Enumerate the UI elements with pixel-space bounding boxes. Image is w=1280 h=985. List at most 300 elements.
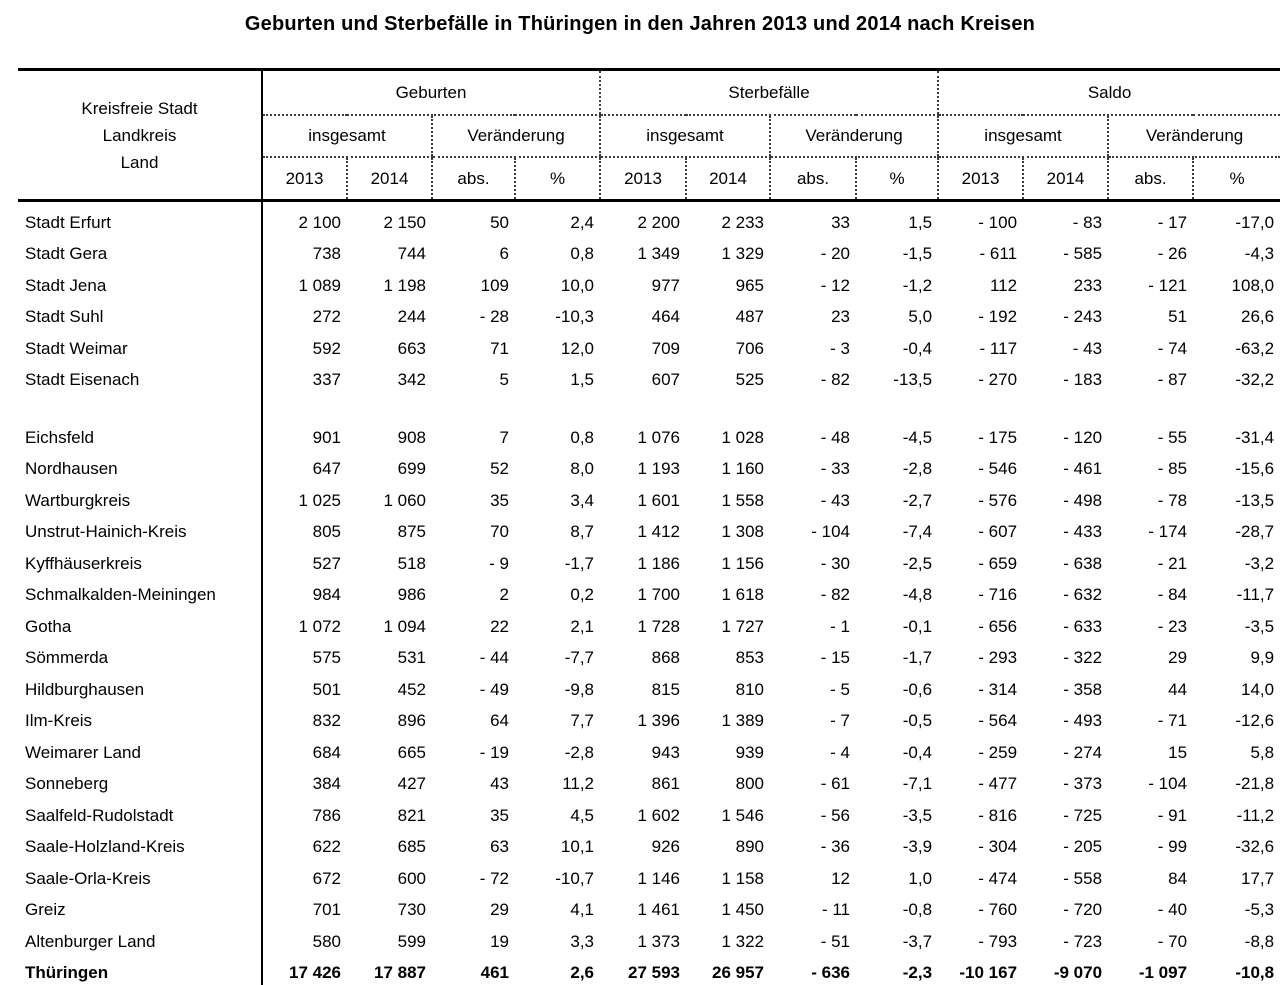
value-cell: 875 — [397, 522, 426, 542]
table-row — [18, 863, 1280, 895]
table-row — [18, 548, 1280, 580]
value-cell: 810 — [735, 679, 765, 699]
value-cell: -1 097 — [1138, 963, 1188, 983]
value-cell: - 659 — [978, 553, 1018, 573]
value-cell: 1 072 — [298, 616, 341, 636]
district-name: Ilm-Kreis — [18, 706, 262, 738]
value-cell: 901 — [312, 427, 341, 447]
value-cell: - 82 — [820, 370, 851, 390]
value-cell: 26 957 — [712, 963, 765, 983]
value-cell: 1 461 — [637, 900, 681, 920]
value-cell: - 4 — [830, 742, 851, 762]
col-2013: 2013 — [600, 157, 686, 201]
value-cell: - 121 — [1148, 275, 1188, 295]
district-name: Weimarer Land — [18, 737, 262, 769]
value-cell: -32,2 — [1235, 370, 1275, 390]
value-cell: 63 — [490, 837, 509, 857]
value-cell: 663 — [397, 338, 426, 358]
col-abs: abs. — [432, 157, 515, 201]
value-cell: - 84 — [1157, 585, 1188, 605]
value-cell: 1 618 — [721, 585, 765, 605]
table-row — [18, 454, 1280, 486]
table-row — [18, 674, 1280, 706]
value-cell: - 117 — [979, 338, 1018, 358]
value-cell: 730 — [397, 900, 426, 920]
table-header — [18, 70, 1280, 201]
value-cell: 2,1 — [570, 616, 595, 636]
value-cell: - 104 — [811, 522, 851, 542]
value-cell: - 461 — [1063, 459, 1103, 479]
value-cell: - 20 — [820, 244, 851, 264]
value-cell: 815 — [651, 679, 681, 699]
value-cell: 1 156 — [721, 553, 765, 573]
value-cell: - 72 — [479, 868, 509, 888]
value-cell: 1 546 — [721, 805, 765, 825]
value-cell: -15,6 — [1235, 459, 1275, 479]
col-percent: % — [1193, 157, 1280, 201]
value-cell: 1 412 — [637, 522, 681, 542]
value-cell: 70 — [490, 522, 509, 542]
value-cell: 0,2 — [570, 585, 595, 605]
value-cell: -28,7 — [1235, 522, 1275, 542]
value-cell: -4,3 — [1244, 244, 1275, 264]
value-cell: -2,3 — [902, 963, 933, 983]
value-cell: - 760 — [978, 900, 1018, 920]
district-name: Saalfeld-Rudolstadt — [18, 800, 262, 832]
value-cell: 43 — [490, 774, 509, 794]
value-cell: 1 601 — [637, 490, 681, 510]
value-cell: - 433 — [1063, 522, 1103, 542]
value-cell: 2 233 — [721, 212, 765, 232]
subgroup-veraenderung: Veränderung — [432, 115, 600, 157]
value-cell: - 373 — [1063, 774, 1103, 794]
subgroup-insgesamt: insgesamt — [262, 115, 432, 157]
value-cell: -7,7 — [564, 648, 595, 668]
value-cell: - 175 — [978, 427, 1018, 447]
value-cell: -3,2 — [1244, 553, 1275, 573]
value-cell: - 85 — [1157, 459, 1188, 479]
value-cell: - 243 — [1063, 307, 1103, 327]
value-cell: 868 — [651, 648, 681, 668]
table-row — [18, 422, 1280, 454]
table-row — [18, 737, 1280, 769]
value-cell: - 71 — [1157, 711, 1188, 731]
value-cell: 23 — [831, 307, 851, 327]
value-cell: 575 — [312, 648, 341, 668]
value-cell: -10,8 — [1235, 963, 1275, 983]
value-cell: - 493 — [1063, 711, 1103, 731]
value-cell: -0,8 — [902, 900, 933, 920]
value-cell: - 498 — [1063, 490, 1103, 510]
value-cell: -1,7 — [564, 553, 595, 573]
value-cell: - 36 — [820, 837, 851, 857]
row-header-cell — [18, 70, 262, 201]
subgroup-veraenderung: Veränderung — [1108, 115, 1280, 157]
value-cell: 986 — [397, 585, 426, 605]
value-cell: 71 — [490, 338, 509, 358]
value-cell: 709 — [651, 338, 681, 358]
value-cell: 109 — [480, 275, 509, 295]
value-cell: 11,2 — [562, 774, 595, 794]
subgroup-insgesamt: insgesamt — [938, 115, 1108, 157]
table-row — [18, 611, 1280, 643]
value-cell: 15 — [1168, 742, 1188, 762]
value-cell: - 576 — [978, 490, 1018, 510]
value-cell: - 585 — [1063, 244, 1103, 264]
district-name: Stadt Weimar — [18, 333, 262, 365]
value-cell: - 793 — [978, 931, 1018, 951]
value-cell: 1 396 — [637, 711, 681, 731]
value-cell: 35 — [490, 805, 509, 825]
value-cell: - 23 — [1157, 616, 1188, 636]
table-row — [18, 333, 1280, 365]
value-cell: - 43 — [820, 490, 851, 510]
value-cell: - 56 — [820, 805, 851, 825]
value-cell: -63,2 — [1235, 338, 1275, 358]
value-cell: - 5 — [830, 679, 851, 699]
value-cell: 233 — [1073, 275, 1103, 295]
value-cell: 622 — [312, 837, 341, 857]
value-cell: - 607 — [978, 522, 1018, 542]
value-cell: -2,5 — [902, 553, 933, 573]
value-cell: - 19 — [479, 742, 509, 762]
col-abs: abs. — [1108, 157, 1193, 201]
value-cell: 580 — [312, 931, 341, 951]
value-cell: - 26 — [1157, 244, 1188, 264]
value-cell: -1,7 — [902, 648, 933, 668]
col-2014: 2014 — [686, 157, 770, 201]
value-cell: 939 — [735, 742, 765, 762]
district-name: Unstrut-Hainich-Kreis — [18, 517, 262, 549]
value-cell: 0,8 — [570, 244, 595, 264]
value-cell: 684 — [312, 742, 341, 762]
value-cell: 0,8 — [570, 427, 595, 447]
value-cell: 984 — [312, 585, 341, 605]
value-cell: - 274 — [1063, 742, 1103, 762]
table-body — [18, 201, 1280, 985]
value-cell: - 15 — [820, 648, 851, 668]
table-row — [18, 800, 1280, 832]
value-cell: 1 373 — [637, 931, 681, 951]
value-cell: -11,7 — [1236, 585, 1275, 605]
subgroup-veraenderung: Veränderung — [770, 115, 938, 157]
value-cell: -10,7 — [555, 868, 595, 888]
value-cell: 647 — [312, 459, 341, 479]
table-row — [18, 706, 1280, 738]
value-cell: 427 — [397, 774, 426, 794]
value-cell: -13,5 — [1235, 490, 1275, 510]
value-cell: -3,9 — [902, 837, 933, 857]
value-cell: - 259 — [978, 742, 1018, 762]
col-percent: % — [856, 157, 938, 201]
value-cell: - 49 — [479, 679, 509, 699]
value-cell: 272 — [312, 307, 341, 327]
table-row — [18, 365, 1280, 397]
value-cell: 1,5 — [908, 212, 933, 232]
value-cell: 943 — [651, 742, 681, 762]
value-cell: 2 150 — [383, 212, 426, 232]
value-cell: 5,8 — [1250, 742, 1275, 762]
table-row — [18, 643, 1280, 675]
value-cell: 9,9 — [1250, 648, 1275, 668]
value-cell: - 564 — [978, 711, 1018, 731]
value-cell: 342 — [397, 370, 426, 390]
value-cell: -4,8 — [902, 585, 933, 605]
group-header-geburten: Geburten — [262, 70, 600, 116]
group-header-saldo: Saldo — [938, 70, 1280, 116]
value-cell: 2 200 — [637, 212, 681, 232]
value-cell: - 33 — [820, 459, 851, 479]
value-cell: 10,0 — [560, 275, 595, 295]
table-row — [18, 580, 1280, 612]
value-cell: -17,0 — [1235, 212, 1275, 232]
value-cell: - 205 — [1063, 837, 1103, 857]
value-cell: 14,0 — [1241, 679, 1275, 699]
value-cell: 27 593 — [628, 963, 681, 983]
value-cell: 531 — [397, 648, 426, 668]
value-cell: 3,4 — [570, 490, 595, 510]
value-cell: 35 — [490, 490, 509, 510]
value-cell: 64 — [490, 711, 509, 731]
value-cell: 1 025 — [298, 490, 341, 510]
value-cell: -0,1 — [902, 616, 933, 636]
table-row — [18, 958, 1280, 985]
col-percent: % — [515, 157, 600, 201]
value-cell: 84 — [1168, 868, 1188, 888]
value-cell: 1 728 — [637, 616, 681, 636]
value-cell: 8,7 — [570, 522, 595, 542]
value-cell: 1 089 — [298, 275, 341, 295]
value-cell: - 28 — [479, 307, 509, 327]
value-cell: - 21 — [1157, 553, 1188, 573]
value-cell: -32,6 — [1235, 837, 1275, 857]
value-cell: - 293 — [978, 648, 1018, 668]
value-cell: - 270 — [978, 370, 1018, 390]
district-name: Saale-Holzland-Kreis — [18, 832, 262, 864]
value-cell: 29 — [1168, 648, 1188, 668]
value-cell: -3,5 — [1244, 616, 1275, 636]
value-cell: 12,0 — [560, 338, 595, 358]
value-cell: 1 158 — [721, 868, 765, 888]
group-header-sterbefaelle: Sterbefälle — [600, 70, 938, 116]
value-cell: 244 — [397, 307, 426, 327]
value-cell: - 192 — [978, 307, 1018, 327]
value-cell: - 83 — [1072, 212, 1103, 232]
value-cell: 890 — [735, 837, 765, 857]
value-cell: 2 100 — [298, 212, 341, 232]
value-cell: -1,2 — [902, 275, 933, 295]
value-cell: 461 — [480, 963, 509, 983]
value-cell: - 558 — [1063, 868, 1103, 888]
value-cell: - 78 — [1157, 490, 1188, 510]
value-cell: 19 — [490, 931, 509, 951]
value-cell: -8,8 — [1244, 931, 1275, 951]
value-cell: 853 — [735, 648, 765, 668]
value-cell: 1 727 — [721, 616, 765, 636]
value-cell: 607 — [651, 370, 681, 390]
value-cell: 452 — [397, 679, 426, 699]
value-cell: - 43 — [1072, 338, 1103, 358]
value-cell: - 477 — [978, 774, 1018, 794]
district-name: Stadt Suhl — [18, 302, 262, 334]
table-row — [18, 201, 1280, 239]
value-cell: - 11 — [821, 900, 851, 920]
value-cell: - 656 — [978, 616, 1018, 636]
value-cell: -3,5 — [902, 805, 933, 825]
value-cell: 665 — [397, 742, 426, 762]
value-cell: 525 — [735, 370, 765, 390]
subgroup-insgesamt: insgesamt — [600, 115, 770, 157]
value-cell: - 17 — [1157, 212, 1188, 232]
district-name: Wartburgkreis — [18, 485, 262, 517]
value-cell: - 99 — [1157, 837, 1188, 857]
value-cell: -9 070 — [1053, 963, 1103, 983]
value-cell: -2,8 — [564, 742, 595, 762]
value-cell: 1 349 — [637, 244, 681, 264]
value-cell: - 723 — [1063, 931, 1103, 951]
value-cell: -2,8 — [902, 459, 933, 479]
value-cell: - 611 — [979, 244, 1018, 264]
value-cell: 800 — [735, 774, 765, 794]
value-cell: - 82 — [820, 585, 851, 605]
district-name: Kyffhäuserkreis — [18, 548, 262, 580]
value-cell: 26,6 — [1241, 307, 1275, 327]
value-cell: 487 — [735, 307, 765, 327]
district-name: Schmalkalden-Meiningen — [18, 580, 262, 612]
value-cell: - 48 — [820, 427, 851, 447]
value-cell: 1 146 — [637, 868, 681, 888]
section-gap-cell — [18, 396, 262, 422]
value-cell: -0,6 — [902, 679, 933, 699]
value-cell: - 104 — [1148, 774, 1188, 794]
value-cell: - 44 — [479, 648, 509, 668]
table-row — [18, 895, 1280, 927]
value-cell: 17 426 — [289, 963, 341, 983]
value-cell: - 9 — [489, 553, 509, 573]
value-cell: 5 — [499, 370, 509, 390]
value-cell: -0,5 — [902, 711, 933, 731]
value-cell: - 636 — [811, 963, 851, 983]
value-cell: 3,3 — [570, 931, 595, 951]
value-cell: 1,5 — [570, 370, 595, 390]
value-cell: 744 — [397, 244, 426, 264]
value-cell: 738 — [312, 244, 341, 264]
value-cell: - 546 — [978, 459, 1018, 479]
value-cell: 2 — [499, 585, 509, 605]
value-cell: 7 — [499, 427, 509, 447]
value-cell: - 3 — [830, 338, 851, 358]
value-cell: - 30 — [820, 553, 851, 573]
value-cell: - 70 — [1157, 931, 1188, 951]
value-cell: 965 — [735, 275, 765, 295]
district-name: Sonneberg — [18, 769, 262, 801]
value-cell: -7,4 — [902, 522, 933, 542]
value-cell: 706 — [735, 338, 765, 358]
value-cell: 1 602 — [637, 805, 681, 825]
table-row — [18, 517, 1280, 549]
value-cell: 1 700 — [637, 585, 681, 605]
district-name: Stadt Jena — [18, 270, 262, 302]
value-cell: 1 186 — [637, 553, 681, 573]
table-row — [18, 239, 1280, 271]
value-cell: -2,7 — [902, 490, 933, 510]
value-cell: 464 — [651, 307, 681, 327]
value-cell: -21,8 — [1235, 774, 1275, 794]
value-cell: - 55 — [1157, 427, 1188, 447]
district-name: Greiz — [18, 895, 262, 927]
district-name: Altenburger Land — [18, 926, 262, 958]
value-cell: - 7 — [830, 711, 851, 731]
value-cell: - 120 — [1063, 427, 1103, 447]
value-cell: - 74 — [1157, 338, 1188, 358]
value-cell: -10 167 — [959, 963, 1018, 983]
value-cell: 1,0 — [908, 868, 933, 888]
value-cell: 44 — [1168, 679, 1188, 699]
value-cell: -7,1 — [902, 774, 933, 794]
value-cell: 51 — [1168, 307, 1188, 327]
value-cell: -0,4 — [902, 742, 933, 762]
district-name: Sömmerda — [18, 643, 262, 675]
value-cell: 1 308 — [721, 522, 765, 542]
value-cell: - 720 — [1063, 900, 1103, 920]
value-cell: 2,6 — [570, 963, 595, 983]
value-cell: 384 — [312, 774, 341, 794]
col-2013: 2013 — [938, 157, 1023, 201]
district-name: Hildburghausen — [18, 674, 262, 706]
value-cell: 527 — [312, 553, 341, 573]
district-name: Gotha — [18, 611, 262, 643]
value-cell: 1 558 — [721, 490, 765, 510]
value-cell: 861 — [651, 774, 681, 794]
value-cell: -4,5 — [902, 427, 933, 447]
value-cell: 672 — [312, 868, 341, 888]
table-row — [18, 270, 1280, 302]
value-cell: 29 — [490, 900, 509, 920]
value-cell: 108,0 — [1231, 275, 1275, 295]
value-cell: 908 — [397, 427, 426, 447]
value-cell: - 322 — [1063, 648, 1103, 668]
value-cell: - 87 — [1157, 370, 1188, 390]
value-cell: - 358 — [1063, 679, 1103, 699]
document-title: Geburten und Sterbefälle in Thüringen in den Jahren 2013 und 2014 nach Kreisen — [244, 13, 1036, 35]
row-header-line-1: Kreisfreie Stadt — [81, 98, 198, 118]
value-cell: - 638 — [1063, 553, 1103, 573]
value-cell: 977 — [651, 275, 681, 295]
value-cell: - 183 — [1063, 370, 1103, 390]
value-cell: -0,4 — [902, 338, 933, 358]
table-row — [18, 926, 1280, 958]
table-row — [18, 302, 1280, 334]
value-cell: - 314 — [978, 679, 1018, 699]
value-cell: 1 160 — [721, 459, 765, 479]
value-cell: 896 — [397, 711, 426, 731]
district-name: Stadt Eisenach — [18, 365, 262, 397]
value-cell: -12,6 — [1235, 711, 1275, 731]
value-cell: 12 — [831, 868, 851, 888]
district-name: Eichsfeld — [18, 422, 262, 454]
value-cell: 699 — [397, 459, 426, 479]
value-cell: - 12 — [820, 275, 851, 295]
value-cell: 685 — [397, 837, 426, 857]
value-cell: - 716 — [978, 585, 1018, 605]
value-cell: - 40 — [1157, 900, 1188, 920]
value-cell: 337 — [312, 370, 341, 390]
value-cell: 1 094 — [383, 616, 426, 636]
value-cell: 17,7 — [1241, 868, 1275, 888]
col-2014: 2014 — [347, 157, 432, 201]
district-name: Stadt Erfurt — [18, 201, 262, 239]
value-cell: 592 — [312, 338, 341, 358]
